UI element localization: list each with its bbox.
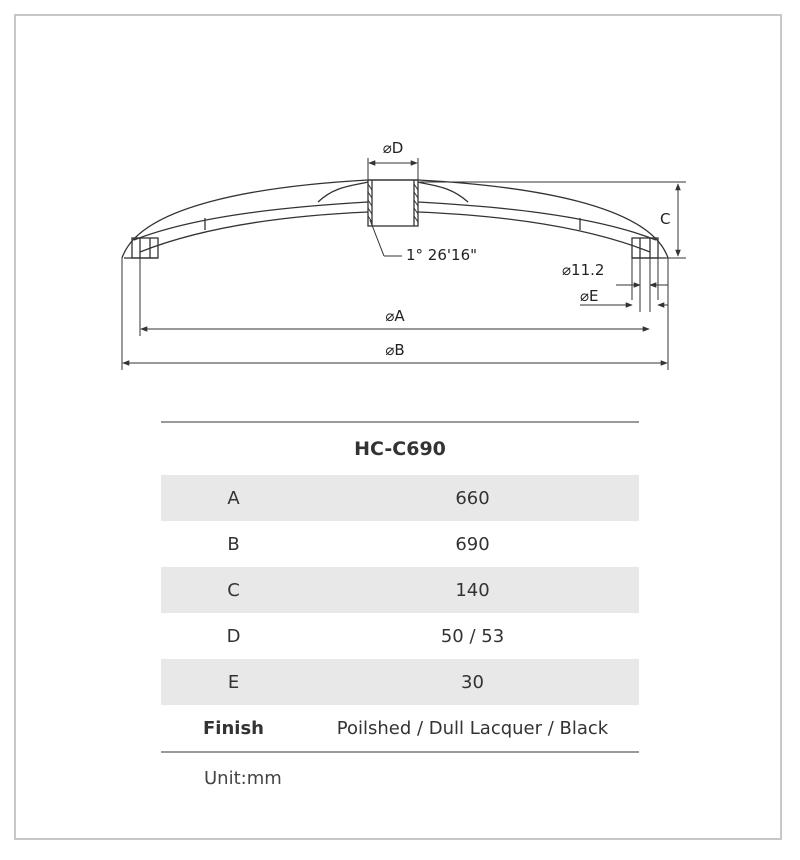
spec-row-a <box>161 475 639 521</box>
spec-key: B <box>227 533 240 555</box>
spec-row-b <box>161 521 639 567</box>
spec-title-row <box>161 422 639 475</box>
spec-row-d <box>161 613 639 659</box>
handle-outline <box>122 180 671 258</box>
dim-c-label: C <box>660 210 671 228</box>
left-leg <box>132 238 158 258</box>
spec-key: A <box>161 475 306 521</box>
unit-note: Unit:mm <box>204 768 282 789</box>
finish-label: Finish <box>161 705 306 752</box>
spec-value: 690 <box>455 533 490 555</box>
spec-key: C <box>161 567 306 613</box>
angle-label: 1° 26'16" <box>406 246 478 264</box>
spec-value: 660 <box>306 475 639 521</box>
center-boss <box>368 180 418 226</box>
right-leg <box>632 238 658 258</box>
spec-row-e <box>161 659 639 705</box>
dim-e-label: ⌀E <box>580 287 599 305</box>
spec-value: 140 <box>306 567 639 613</box>
dim-d-label: ⌀D <box>382 139 404 157</box>
finish-value: Poilshed / Dull Lacquer / Black <box>306 705 639 752</box>
dim-hole-label: ⌀11.2 <box>562 261 605 279</box>
spec-value: 50 / 53 <box>440 625 505 647</box>
spec-key: D <box>226 625 241 647</box>
dim-d <box>368 158 418 180</box>
model-name: HC-C690 <box>161 422 639 475</box>
spec-row-c <box>161 567 639 613</box>
dim-a-label: ⌀A <box>385 307 405 325</box>
spec-key: E <box>161 659 306 705</box>
spec-table <box>161 421 639 753</box>
spec-row-finish <box>161 705 639 752</box>
technical-drawing <box>0 0 800 400</box>
spec-value: 30 <box>306 659 639 705</box>
dim-b-label: ⌀B <box>385 341 405 359</box>
